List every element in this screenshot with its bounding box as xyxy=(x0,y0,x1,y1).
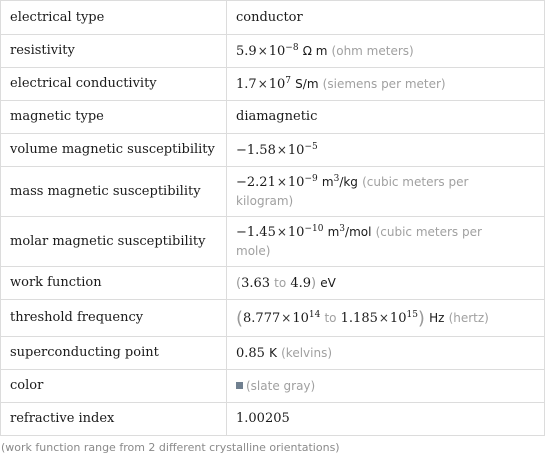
unit-exponent: 3 xyxy=(339,223,346,234)
value-unit: m xyxy=(321,174,334,189)
range-high-base: 10 xyxy=(389,310,407,326)
property-label: color xyxy=(1,370,227,403)
value-mantissa: 5.9 xyxy=(236,43,257,59)
property-value xyxy=(227,101,545,134)
table-row xyxy=(1,403,545,436)
unit-note-cont: kilogram) xyxy=(236,193,294,208)
value-exponent: −8 xyxy=(285,42,299,53)
value-unit: m xyxy=(327,224,340,239)
unit-note: (siemens per meter) xyxy=(322,76,446,91)
property-value xyxy=(227,337,545,370)
property-value xyxy=(227,1,545,35)
range-low-base: 10 xyxy=(292,310,309,326)
unit-tail: /kg xyxy=(339,174,358,189)
table-row xyxy=(1,337,545,370)
table-row xyxy=(1,217,545,267)
value-unit: eV xyxy=(320,275,336,290)
range-to: to xyxy=(324,310,337,325)
value-unit: Hz xyxy=(429,310,445,325)
value-base: 10 xyxy=(287,224,305,240)
value-number: 1.00205 xyxy=(236,411,290,426)
footnote: (work function range from 2 different crystalline orientations) xyxy=(1,441,340,454)
unit-note: (kelvins) xyxy=(281,345,333,360)
table-row xyxy=(1,370,545,403)
range-low-mantissa: 8.777 xyxy=(243,310,281,326)
value-unit: S/m xyxy=(295,76,319,91)
open-paren: ( xyxy=(236,275,242,291)
value-base: 10 xyxy=(287,142,305,158)
range-low: 3.63 xyxy=(241,275,271,291)
value-mantissa: −1.58 xyxy=(236,142,276,158)
table-row xyxy=(1,134,545,167)
property-label: refractive index xyxy=(1,403,227,436)
property-label: molar magnetic susceptibility xyxy=(1,217,227,267)
table-row xyxy=(1,101,545,134)
property-value xyxy=(227,217,545,267)
property-value xyxy=(227,134,545,167)
unit-note: (hertz) xyxy=(448,310,489,325)
value-text: conductor xyxy=(236,9,303,25)
color-swatch-icon xyxy=(236,382,243,389)
table-row xyxy=(1,1,545,35)
value-exponent: 7 xyxy=(285,75,292,86)
times-sign: × xyxy=(257,76,268,91)
value-unit: K xyxy=(269,345,277,360)
table-row xyxy=(1,35,545,68)
range-high: 4.9 xyxy=(290,275,312,291)
range-to: to xyxy=(274,275,287,290)
property-value xyxy=(227,267,545,300)
table-row xyxy=(1,300,545,337)
times-sign: × xyxy=(257,43,268,58)
unit-note: (cubic meters per xyxy=(375,224,482,239)
property-label: work function xyxy=(1,267,227,300)
property-label: resistivity xyxy=(1,35,227,68)
unit-note: (ohm meters) xyxy=(331,43,414,58)
value-base: 10 xyxy=(287,174,305,190)
property-value xyxy=(227,403,545,436)
property-value xyxy=(227,35,545,68)
times-sign: × xyxy=(281,310,292,325)
table-row xyxy=(1,68,545,101)
value-exponent: −5 xyxy=(304,141,318,152)
value-text: diamagnetic xyxy=(236,109,318,124)
times-sign: × xyxy=(276,142,287,157)
property-label: mass magnetic susceptibility xyxy=(1,167,227,217)
color-name: (slate gray) xyxy=(246,378,316,393)
value-number: 0.85 xyxy=(236,345,265,361)
unit-note: (cubic meters per xyxy=(362,174,469,189)
table-row xyxy=(1,167,545,217)
close-paren: ) xyxy=(311,275,317,291)
value-exponent: −10 xyxy=(304,223,324,234)
property-value xyxy=(227,167,545,217)
unit-tail: /mol xyxy=(345,224,372,239)
range-high-mantissa: 1.185 xyxy=(340,310,378,326)
value-exponent: −9 xyxy=(304,173,318,184)
range-high-exponent: 15 xyxy=(406,309,418,320)
range-low-exponent: 14 xyxy=(308,309,321,320)
property-label: volume magnetic susceptibility xyxy=(1,134,227,167)
unit-exponent: 3 xyxy=(333,173,340,184)
property-value xyxy=(227,300,545,337)
property-label: electrical type xyxy=(1,1,227,35)
unit-note-cont: mole) xyxy=(236,243,271,258)
open-paren: ( xyxy=(236,307,244,329)
value-base: 10 xyxy=(268,76,286,92)
property-label: superconducting point xyxy=(1,337,227,370)
value-mantissa: 1.7 xyxy=(236,76,257,92)
value-base: 10 xyxy=(268,43,286,59)
property-label: threshold frequency xyxy=(1,300,227,337)
property-label: electrical conductivity xyxy=(1,68,227,101)
value-mantissa: −1.45 xyxy=(236,224,276,240)
times-sign: × xyxy=(276,174,287,189)
value-unit: Ω m xyxy=(302,43,328,58)
table-row xyxy=(1,267,545,300)
times-sign: × xyxy=(378,310,389,325)
property-value xyxy=(227,370,545,403)
property-label: magnetic type xyxy=(1,101,227,134)
times-sign: × xyxy=(276,224,287,239)
value-mantissa: −2.21 xyxy=(236,174,276,190)
property-value xyxy=(227,68,545,101)
close-paren: ) xyxy=(417,307,425,329)
